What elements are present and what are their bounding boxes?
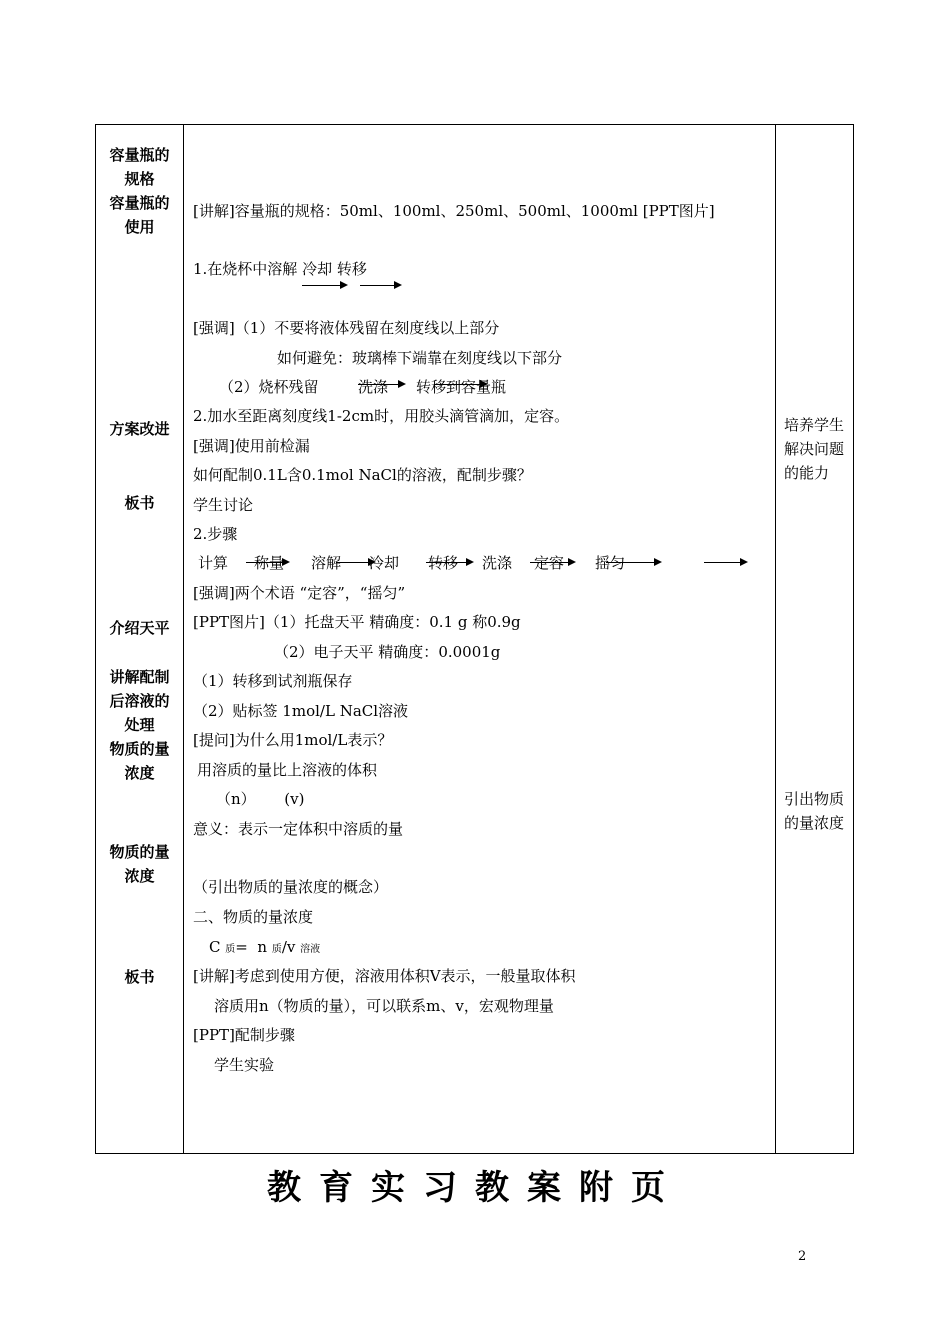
arrow-right-icon <box>302 285 346 286</box>
residue-wash: 洗涤 <box>358 378 389 396</box>
column-divider-right <box>775 125 776 1153</box>
section-heading: 二、物质的量浓度 <box>193 908 314 926</box>
meaning-text: 意义：表示一定体积中溶质的量 <box>193 820 404 838</box>
arrow-right-icon <box>336 562 374 563</box>
nv-text: （n） (v) <box>216 790 305 808</box>
arrow-right-icon <box>246 562 288 563</box>
question-text: 如何配制0.1L含0.1mol NaCl的溶液，配制步骤？ <box>193 466 532 484</box>
left-topic-balance: 介绍天平 <box>109 619 170 637</box>
right-note-concentration: 引出物质的量浓度 <box>784 790 845 832</box>
ask-text: [提问]为什么用1mol/L表示？ <box>193 731 393 749</box>
concept-text: （引出物质的量浓度的概念） <box>193 878 389 896</box>
emphasis-1: [强调]（1）不要将液体残留在刻度线以上部分 <box>193 319 500 337</box>
experiment-text: 学生实验 <box>214 1056 275 1074</box>
left-topic-board-2: 板书 <box>124 968 155 986</box>
page-number: 2 <box>798 1249 807 1264</box>
formula: C 质= n 质/v 溶液 <box>209 938 321 956</box>
arrow-right-icon <box>434 384 486 385</box>
lesson-table <box>95 124 854 1154</box>
residue-text: （2）烧杯残留 <box>219 378 319 396</box>
arrow-right-icon <box>606 562 660 563</box>
balance-2: （2）电子天平 精确度：0.0001g <box>274 643 501 661</box>
left-topic-capacity: 容量瓶的 规格 容量瓶的 使用 <box>109 146 170 236</box>
column-divider-left <box>183 125 184 1153</box>
treat-2: （2）贴标签 1mol/L NaCl溶液 <box>193 702 409 720</box>
appendix-title: 教育实习教案附页 <box>267 1168 683 1208</box>
emphasis-2: [强调]使用前检漏 <box>193 437 310 455</box>
ratio-text: 用溶质的量比上溶液的体积 <box>197 761 378 779</box>
discuss-text: 学生讨论 <box>193 496 254 514</box>
lecture-2: 溶质用n（物质的量），可以联系m、v，宏观物理量 <box>214 997 554 1015</box>
left-topic-concentration: 物质的量 浓度 <box>109 843 170 885</box>
left-topic-plan: 方案改进 <box>109 420 170 438</box>
arrow-right-icon <box>426 562 472 563</box>
spec-text: [讲解]容量瓶的规格：50ml、100ml、250ml、500ml、1000ml [PPT图片] <box>193 202 715 220</box>
arrow-right-icon <box>530 562 574 563</box>
left-topic-solution: 讲解配制 后溶液的 处理 物质的量 浓度 <box>109 668 170 782</box>
step2-text: 2.加水至距离刻度线1-2cm时，用胶头滴管滴加，定容。 <box>193 407 570 425</box>
arrow-right-icon <box>358 384 404 385</box>
arrow-right-icon <box>360 285 400 286</box>
step-transfer: 转移 <box>428 554 459 572</box>
step-calc: 计算 <box>198 554 229 572</box>
step1-text: 1.在烧杯中溶解 冷却 转移 <box>193 260 367 278</box>
avoid-text: 如何避免：玻璃棒下端靠在刻度线以下部分 <box>277 349 563 367</box>
residue-transfer: 转移到容量瓶 <box>416 378 507 396</box>
arrow-right-icon <box>704 562 746 563</box>
terms-text: [强调]两个术语 “定容”，“摇匀” <box>193 584 406 602</box>
step-shake: 摇匀 <box>595 554 626 572</box>
right-note-ability: 培养学生解决问题的能力 <box>784 416 845 482</box>
step-weigh: 称量 <box>254 554 285 572</box>
lecture-1: [讲解]考虑到使用方便，溶液用体积V表示，一般量取体积 <box>193 967 576 985</box>
treat-1: （1）转移到试剂瓶保存 <box>193 672 353 690</box>
balance-1: [PPT图片]（1）托盘天平 精确度：0.1 g 称0.9g <box>193 613 521 631</box>
step-dissolve: 溶解 <box>311 554 342 572</box>
ppt-text: [PPT]配制步骤 <box>193 1026 295 1044</box>
left-topic-board: 板书 <box>124 494 155 512</box>
step-fix-volume: 定容 <box>534 554 565 572</box>
step-wash: 洗涤 <box>482 554 513 572</box>
step-cool: 冷却 <box>369 554 400 572</box>
steps-heading: 2.步骤 <box>193 525 238 543</box>
